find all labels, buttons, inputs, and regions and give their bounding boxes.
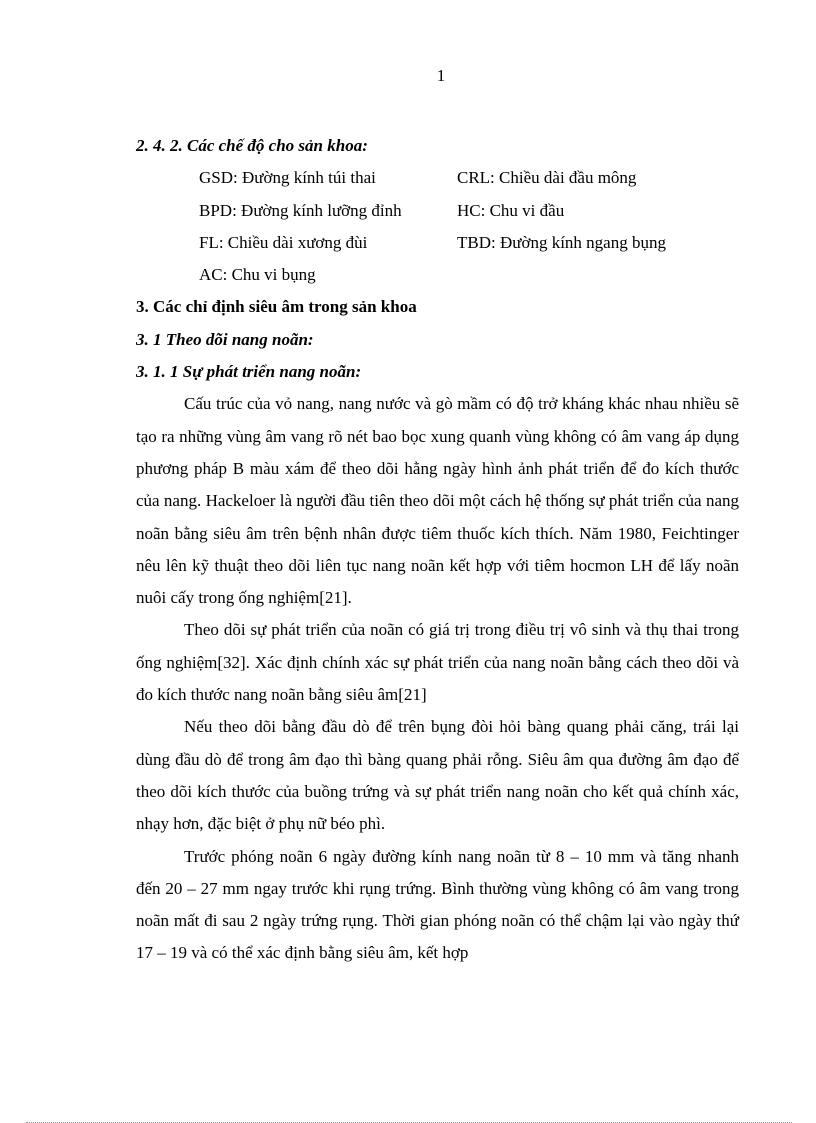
abbreviation-row bbox=[136, 259, 739, 291]
section-heading-2-4-2: 2. 4. 2. Các chế độ cho sản khoa: bbox=[136, 136, 368, 155]
abbreviation-row bbox=[136, 195, 739, 227]
section-heading-3-1: 3. 1 Theo dõi nang noãn: bbox=[136, 329, 314, 349]
abbreviation-gsd: GSD: Đường kính túi thai bbox=[199, 168, 376, 188]
abbreviation-fl: FL: Chiều dài xương đùi bbox=[199, 232, 368, 252]
abbreviation-hc: HC: Chu vi đầu bbox=[457, 200, 565, 220]
abbreviation-row bbox=[136, 162, 739, 194]
body-paragraph: Nếu theo dõi bằng đầu dò để trên bụng đòi hỏi bàng quang phải căng, trái lại dùng đầu dò để trong âm đạo thì bàng quang phải rỗng. Siêu âm qua đường âm đạo để theo dõi kích thước của buồng trứng và sự phát triển nang noãn cho kết quả chính xác, nhạy hơn, đặc biệt ở phụ nữ béo phì. bbox=[136, 717, 739, 834]
body-paragraph: Trước phóng noãn 6 ngày đường kính nang noãn từ 8 – 10 mm và tăng nhanh đến 20 – 27 mm ngay trước khi rụng trứng. Bình thường vùng không có âm vang trong noãn mất đi sau 2 ngày trứng rụng. Thời gian phóng noãn có thể chậm lại vào ngày thứ 17 – 19 và có thể xác định bằng siêu âm, kết hợp bbox=[136, 846, 739, 963]
section-heading-3-1-1: 3. 1. 1 Sự phát triển nang noãn: bbox=[136, 362, 362, 382]
body-paragraph: Theo dõi sự phát triển của noãn có giá trị trong điều trị vô sinh và thụ thai trong ống nghiệm[32]. Xác định chính xác sự phát triển của nang noãn bằng cách theo dõi và đo kích thước nang noãn bằng siêu âm[21] bbox=[136, 620, 739, 705]
section-heading-3: 3. Các chỉ định siêu âm trong sản khoa bbox=[136, 297, 417, 317]
abbreviation-tbd: TBD: Đường kính ngang bụng bbox=[457, 232, 666, 252]
body-paragraph: Cấu trúc của vỏ nang, nang nước và gò mầm có độ trở kháng khác nhau nhiều sẽ tạo ra những vùng âm vang rõ nét bao bọc xung quanh vùng không có âm vang áp dụng phương pháp B màu xám để theo dõi hằng ngày hình ảnh phát triển để đo kích thước của nang. Hackeloer là người đầu tiên theo dõi một cách hệ thống sự phát triển của nang noãn bằng siêu âm trên bệnh nhân được tiêm thuốc kích thích. Năm 1980, Feichtinger nêu lên kỹ thuật theo dõi liên tục nang noãn kết hợp với tiêm hocmon LH để lấy noãn nuôi cấy trong ống nghiệm[21]. bbox=[136, 394, 739, 608]
page-number: 1 bbox=[436, 66, 446, 85]
abbreviation-crl: CRL: Chiều dài đầu mông bbox=[457, 168, 637, 188]
abbreviation-row bbox=[136, 227, 739, 259]
abbreviation-ac: AC: Chu vi bụng bbox=[199, 265, 316, 285]
document-body bbox=[136, 130, 739, 970]
abbreviation-bpd: BPD: Đường kính lưỡng đỉnh bbox=[199, 200, 402, 220]
